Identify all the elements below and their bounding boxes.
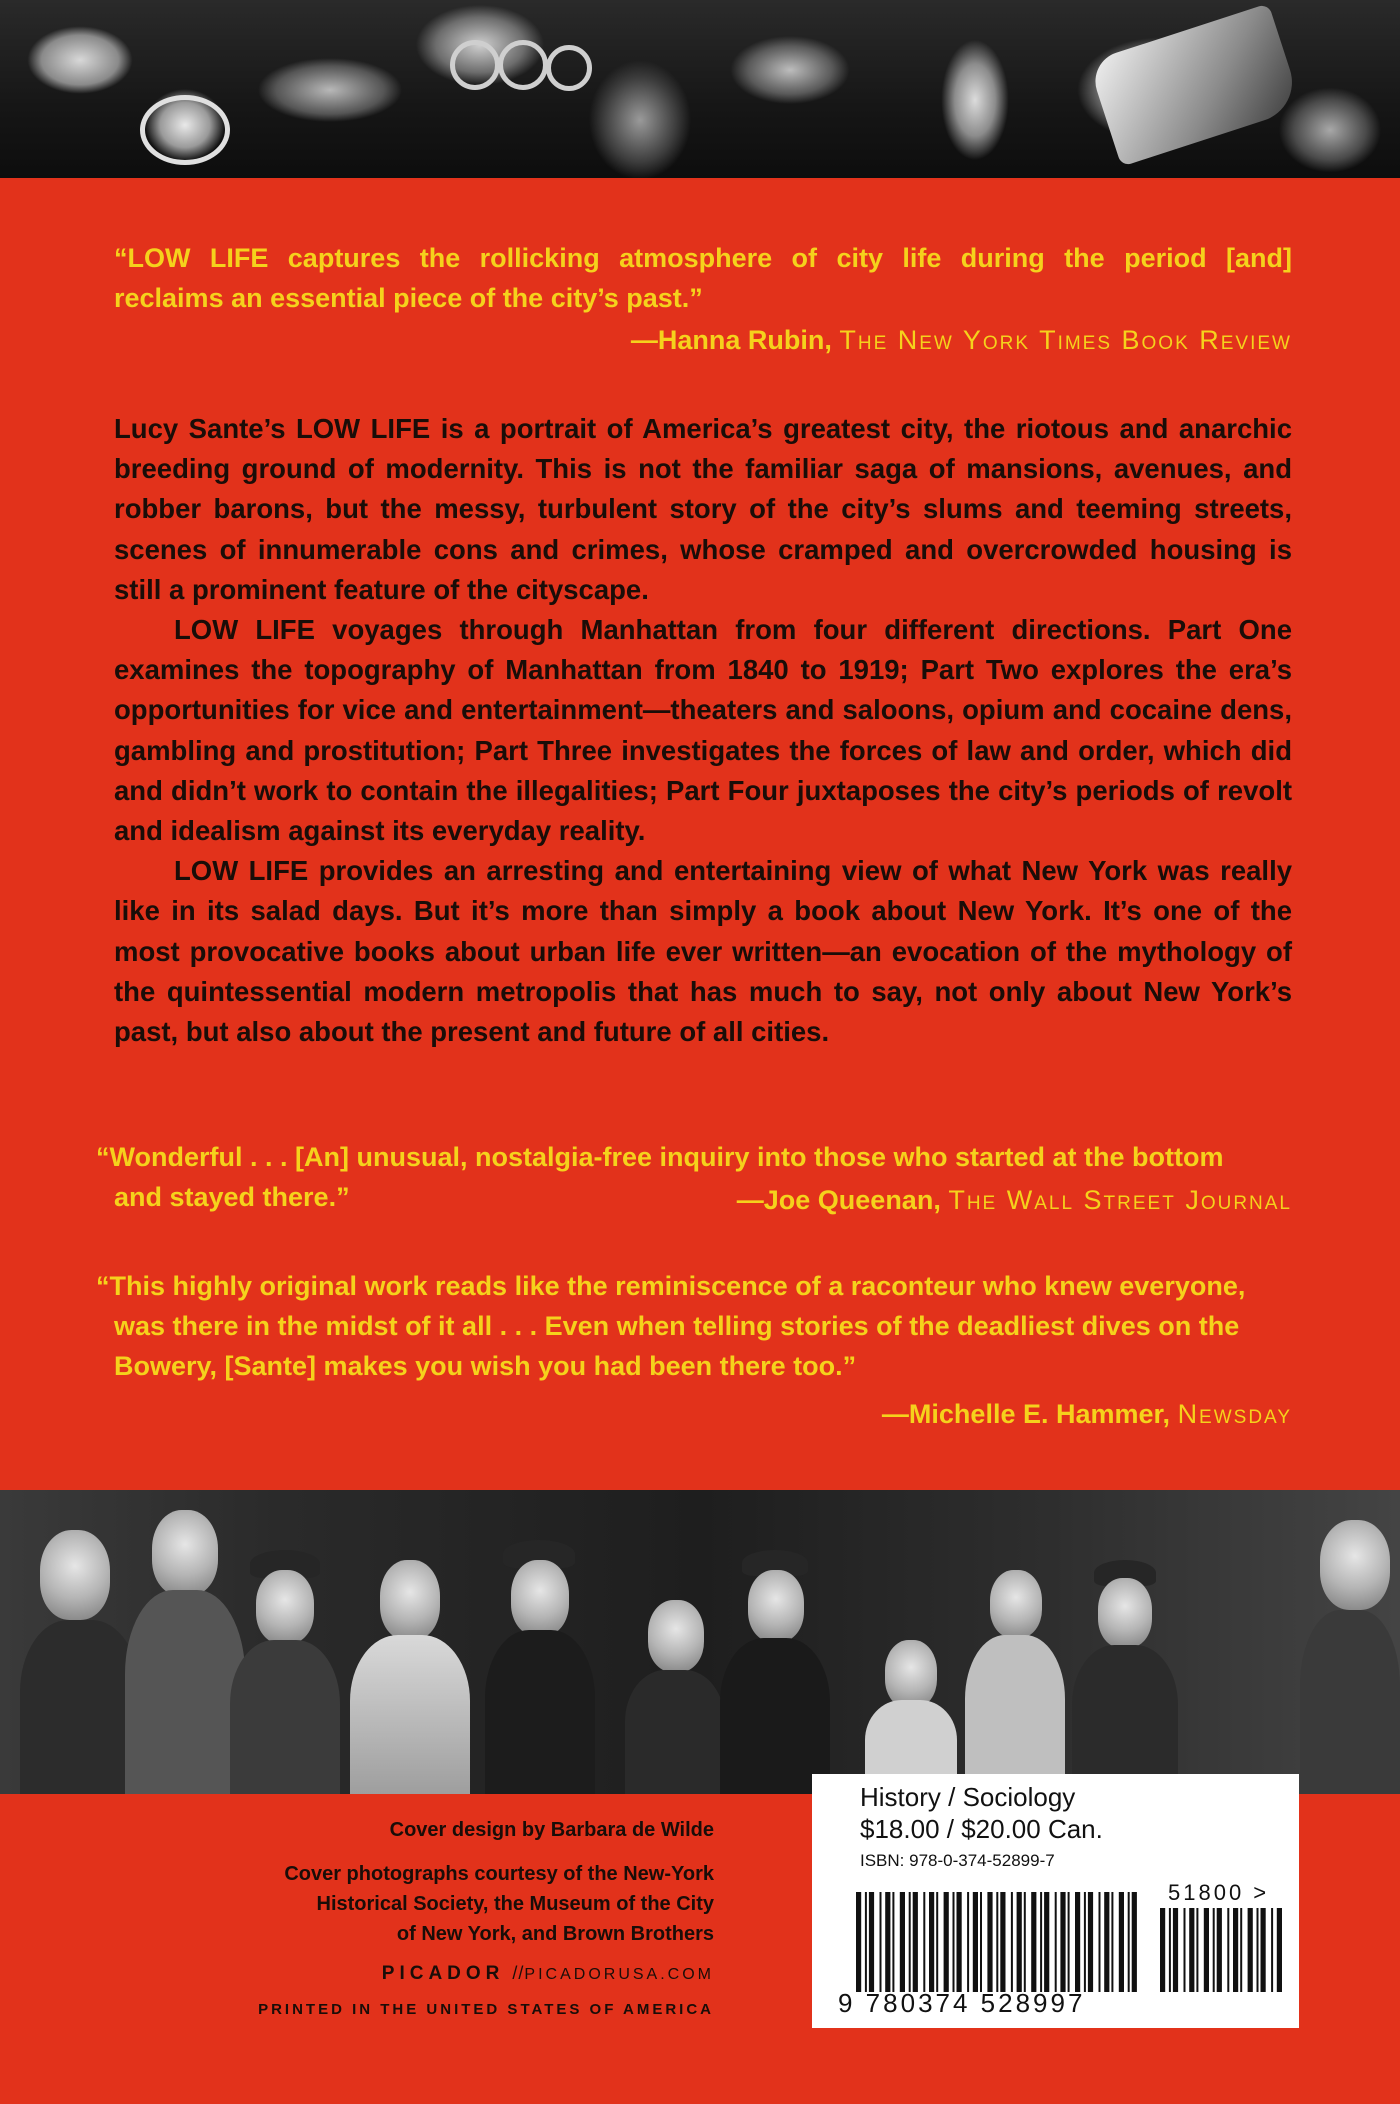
review-quote-2-line-2: and stayed there.” xyxy=(114,1182,350,1212)
child-figure xyxy=(860,1490,960,1794)
barcode-bar xyxy=(1099,1892,1101,1992)
child-figure xyxy=(720,1490,830,1794)
barcode-bar xyxy=(923,1892,925,1992)
reviewer-name: —Joe Queenan, xyxy=(736,1185,941,1215)
child-figure xyxy=(1070,1490,1180,1794)
bottom-photo-strip xyxy=(0,1490,1400,1794)
description-paragraph: Lucy Sante’s LOW LIFE is a portrait of America’s greatest city, the riotous and anarchic breeding ground of modernity. This is not the familiar saga of mansions, avenues, and robber barons, but the messy, turbulent story of the city’s slums and teeming streets, scenes of innumerable cons and crimes, whose cramped and overcrowded housing is still a prominent feature of the cityscape. xyxy=(114,413,1292,605)
price-label: $18.00 / $20.00 Can. xyxy=(860,1814,1103,1844)
tag-image xyxy=(140,95,230,165)
publisher-name: PICADOR xyxy=(381,1963,505,1984)
barcode-bar xyxy=(957,1892,962,1992)
barcode-bar xyxy=(1068,1892,1070,1992)
barcode-bar xyxy=(996,1892,998,1992)
barcode-bar xyxy=(1248,1908,1253,1992)
publication-name: Newsday xyxy=(1177,1399,1292,1429)
photo-credit xyxy=(284,1859,714,1949)
barcode-bar xyxy=(913,1892,918,1992)
barcode-bar xyxy=(1233,1908,1238,1992)
review-quote-3-line-2: was there in the midst of it all . . . Even when telling stories of the deadliest dives on the xyxy=(114,1311,1240,1341)
barcode-bar xyxy=(944,1892,949,1992)
child-figure xyxy=(960,1490,1070,1794)
top-photo-strip xyxy=(0,0,1400,178)
child-figure xyxy=(485,1490,595,1794)
barcode-bar xyxy=(1060,1892,1065,1992)
barcode-bar xyxy=(1132,1892,1137,1992)
reviewer-name: —Michelle E. Hammer, xyxy=(881,1399,1171,1429)
barcode-bar xyxy=(1084,1892,1086,1992)
barcode-bar xyxy=(1217,1908,1222,1992)
price-code: 51800 > xyxy=(1168,1880,1270,1905)
barcode-bar xyxy=(1000,1892,1005,1992)
book-description xyxy=(114,409,1292,1052)
ean-barcode xyxy=(856,1892,1137,1992)
description-paragraph: LOW LIFE provides an arresting and entertaining view of what New York was really like in its salad days. But it’s more than simply a book about New York. It’s one of the most provocative books about urban life ever written—an evocation of the mythology of the quintessential modern metropolis that has much to say, not only about New York’s past, but also about the present and future of all cities. xyxy=(114,855,1292,1048)
description-paragraph: LOW LIFE voyages through Manhattan from four different directions. Part One examines the topography of Manhattan from 1840 to 1919; Part Two explores the era’s opportunities for vice and entertainment—theaters and saloons, opium and cocaine dens, gambling and prostitution; Part Three investigates the forces of law and order, which did and didn’t work to contain the illegalities; Part Four juxtaposes the city’s periods of revolt and idealism against its everyday reality. xyxy=(114,614,1292,847)
barcode-bar xyxy=(987,1892,992,1992)
barcode-bar xyxy=(1213,1908,1215,1992)
child-figure xyxy=(350,1490,470,1794)
review-attribution-1 xyxy=(631,320,1292,360)
barcode-bar xyxy=(1160,1908,1165,1992)
price-addon-barcode xyxy=(1160,1908,1282,1992)
photo-credit-line: Cover photographs courtesy of the New-York xyxy=(284,1863,714,1885)
barcode-bar xyxy=(1277,1908,1282,1992)
barcode-bar xyxy=(885,1892,890,1992)
child-figure xyxy=(1300,1490,1400,1794)
barcode-bar xyxy=(1111,1892,1113,1992)
review-quote-1 xyxy=(114,238,1292,318)
barcode-bar xyxy=(1240,1908,1242,1992)
barcode-bar xyxy=(869,1892,874,1992)
brass-knuckles-image xyxy=(450,40,500,90)
review-quote-2-line-1: “Wonderful . . . [An] unusual, nostalgia-free inquiry into those who started at the bottom xyxy=(96,1142,1224,1172)
barcode-bar xyxy=(880,1892,882,1992)
barcode-bar xyxy=(1257,1908,1259,1992)
barcode-bar xyxy=(1173,1908,1178,1992)
ean-digits: 9 780374 528997 xyxy=(838,1988,1086,2018)
barcode-bar xyxy=(929,1892,934,1992)
reviewer-name: —Hanna Rubin, xyxy=(630,325,832,355)
barcode-bar xyxy=(865,1892,867,1992)
review-quote-1-line-1: “LOW LIFE captures the rollicking atmosphere of city life during the period [and] xyxy=(114,243,1292,273)
barcode-bar xyxy=(1040,1892,1042,1992)
barcode-bar xyxy=(967,1892,969,1992)
isbn-label: ISBN: 978-0-374-52899-7 xyxy=(860,1851,1055,1870)
barcode-bar xyxy=(1044,1892,1049,1992)
barcode-bar xyxy=(1031,1892,1036,1992)
barcode-bar xyxy=(1204,1908,1209,1992)
barcode-bar xyxy=(1075,1892,1080,1992)
barcode-bar xyxy=(900,1892,905,1992)
barcode-bar xyxy=(1271,1908,1273,1992)
barcode-bar xyxy=(1011,1892,1013,1992)
review-quote-3 xyxy=(96,1266,1292,1386)
barcode-box xyxy=(812,1774,1299,2028)
barcode-bar xyxy=(953,1892,955,1992)
barcode-bar xyxy=(1189,1908,1194,1992)
barcode-bar xyxy=(909,1892,911,1992)
revolver-image xyxy=(1088,3,1303,166)
separator: // xyxy=(512,1963,525,1983)
barcode-bar xyxy=(936,1892,938,1992)
child-figure xyxy=(230,1490,340,1794)
barcode-bar xyxy=(1169,1908,1171,1992)
publication-name: The Wall Street Journal xyxy=(948,1185,1292,1215)
barcode-graphic xyxy=(812,1774,1299,2028)
review-attribution-3 xyxy=(882,1394,1292,1434)
barcode-bar xyxy=(856,1892,861,1992)
child-figure xyxy=(620,1490,730,1794)
barcode-bar xyxy=(1184,1908,1186,1992)
barcode-bar xyxy=(1119,1892,1124,1992)
barcode-bar xyxy=(1196,1908,1198,1992)
barcode-bar xyxy=(1055,1892,1057,1992)
barcode-bar xyxy=(1227,1908,1229,1992)
review-attribution-2 xyxy=(737,1180,1292,1220)
cover-design-credit: Cover design by Barbara de Wilde xyxy=(389,1819,714,1841)
barcode-bar xyxy=(1017,1892,1022,1992)
photo-credit-line: Historical Society, the Museum of the City xyxy=(316,1893,714,1915)
publisher-line xyxy=(382,1963,714,1985)
photo-credit-line: of New York, and Brown Brothers xyxy=(396,1923,714,1945)
printed-notice: PRINTED IN THE UNITED STATES OF AMERICA xyxy=(258,2001,714,2018)
barcode-bar xyxy=(973,1892,978,1992)
review-quote-1-line-2: reclaims an essential piece of the city’s past.” xyxy=(114,283,703,313)
barcode-bar xyxy=(1104,1892,1109,1992)
barcode-bar xyxy=(980,1892,982,1992)
review-quote-3-line-3: Bowery, [Sante] makes you wish you had been there too.” xyxy=(114,1351,857,1381)
barcode-bar xyxy=(892,1892,894,1992)
review-quote-3-line-1: “This highly original work reads like the reminiscence of a raconteur who knew everyone, xyxy=(96,1271,1246,1301)
publication-name: The New York Times Book Review xyxy=(839,325,1292,355)
barcode-bar xyxy=(1024,1892,1026,1992)
barcode-bar xyxy=(1088,1892,1093,1992)
publisher-website: PICADORUSA.COM xyxy=(524,1966,714,1983)
category-label: History / Sociology xyxy=(860,1782,1076,1812)
barcode-bar xyxy=(1128,1892,1130,1992)
barcode-bar xyxy=(1261,1908,1266,1992)
